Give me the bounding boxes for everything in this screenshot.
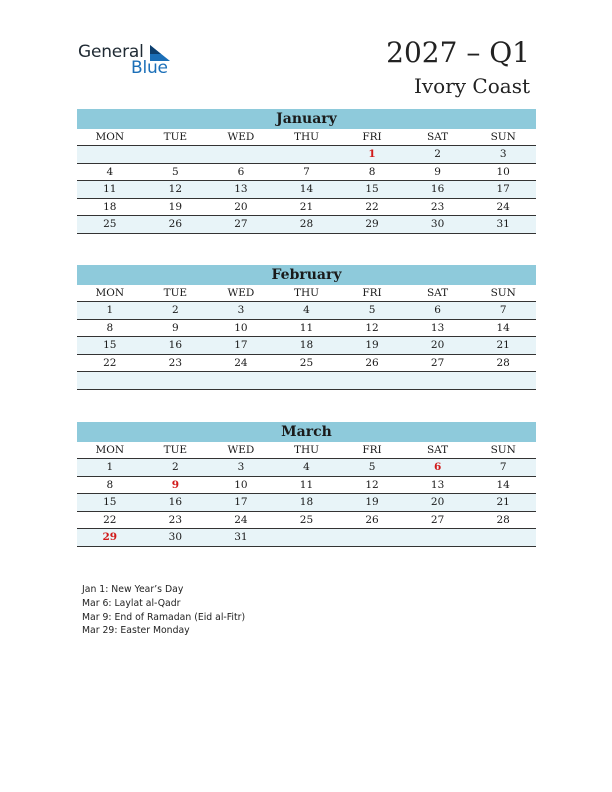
- day-cell: 3: [208, 459, 274, 477]
- day-cell: [143, 372, 209, 390]
- week-row: [77, 529, 536, 547]
- holiday-day-cell: 29: [77, 529, 143, 547]
- day-cell: 26: [339, 511, 405, 529]
- day-cell: 28: [274, 216, 340, 234]
- day-cell: 18: [274, 337, 340, 355]
- day-cell: 1: [77, 459, 143, 477]
- day-cell: 19: [339, 494, 405, 512]
- day-cell: 23: [143, 354, 209, 372]
- weekday-header: SUN: [470, 442, 536, 459]
- holiday-note: Jan 1: New Year’s Day: [82, 584, 184, 595]
- weekday-header: TUE: [143, 129, 209, 146]
- weekday-header: FRI: [339, 129, 405, 146]
- day-cell: 19: [143, 198, 209, 216]
- month-calendar-march: [77, 422, 536, 547]
- month-calendar-february: [77, 265, 536, 390]
- month-grid: [77, 285, 536, 390]
- day-cell: 2: [143, 459, 209, 477]
- day-cell: 25: [77, 216, 143, 234]
- day-cell: 17: [208, 337, 274, 355]
- weekday-header: SAT: [405, 129, 471, 146]
- weekday-header: MON: [77, 285, 143, 302]
- day-cell: 18: [274, 494, 340, 512]
- day-cell: 31: [208, 529, 274, 547]
- day-cell: 14: [470, 476, 536, 494]
- day-cell: 22: [339, 198, 405, 216]
- day-cell: 27: [405, 354, 471, 372]
- month-name: January: [77, 109, 536, 129]
- day-cell: 5: [143, 163, 209, 181]
- day-cell: [405, 529, 471, 547]
- day-cell: 31: [470, 216, 536, 234]
- week-row: [77, 163, 536, 181]
- holiday-note: Mar 9: End of Ramadan (Eid al-Fitr): [82, 611, 246, 623]
- day-cell: 28: [470, 511, 536, 529]
- weekday-header: WED: [208, 442, 274, 459]
- day-cell: [208, 372, 274, 390]
- day-cell: 19: [339, 337, 405, 355]
- week-row: [77, 319, 536, 337]
- day-cell: 10: [470, 163, 536, 181]
- generalblue-logo: [78, 42, 178, 82]
- day-cell: [470, 529, 536, 547]
- holiday-day-cell: 6: [405, 459, 471, 477]
- day-cell: 12: [143, 181, 209, 199]
- day-cell: 30: [143, 529, 209, 547]
- weekday-header: MON: [77, 442, 143, 459]
- day-cell: 11: [274, 476, 340, 494]
- day-cell: [274, 146, 340, 164]
- day-cell: 12: [339, 476, 405, 494]
- day-cell: 13: [208, 181, 274, 199]
- week-row: [77, 198, 536, 216]
- day-cell: 22: [77, 511, 143, 529]
- weekday-header: THU: [274, 285, 340, 302]
- day-cell: [143, 146, 209, 164]
- month-name: February: [77, 265, 536, 285]
- day-cell: 4: [274, 459, 340, 477]
- day-cell: 26: [143, 216, 209, 234]
- day-cell: 6: [208, 163, 274, 181]
- day-cell: [339, 372, 405, 390]
- day-cell: 23: [405, 198, 471, 216]
- week-row: [77, 511, 536, 529]
- day-cell: 4: [274, 302, 340, 320]
- day-cell: [77, 372, 143, 390]
- day-cell: 27: [405, 511, 471, 529]
- weekday-header: WED: [208, 285, 274, 302]
- day-cell: 17: [470, 181, 536, 199]
- day-cell: 20: [405, 337, 471, 355]
- weekday-header: SAT: [405, 442, 471, 459]
- day-cell: 14: [470, 319, 536, 337]
- day-cell: [274, 529, 340, 547]
- day-cell: 9: [405, 163, 471, 181]
- day-cell: 20: [208, 198, 274, 216]
- day-cell: 2: [405, 146, 471, 164]
- month-calendar-january: [77, 109, 536, 234]
- day-cell: 15: [77, 337, 143, 355]
- weekday-header: FRI: [339, 285, 405, 302]
- week-row: [77, 146, 536, 164]
- day-cell: 14: [274, 181, 340, 199]
- day-cell: 11: [274, 319, 340, 337]
- day-cell: 15: [77, 494, 143, 512]
- weekday-header: SAT: [405, 285, 471, 302]
- day-cell: [274, 372, 340, 390]
- day-cell: 17: [208, 494, 274, 512]
- day-cell: 24: [470, 198, 536, 216]
- day-cell: [405, 372, 471, 390]
- weekday-header: WED: [208, 129, 274, 146]
- weekday-header: SUN: [470, 129, 536, 146]
- day-cell: 10: [208, 319, 274, 337]
- day-cell: 6: [405, 302, 471, 320]
- day-cell: 3: [208, 302, 274, 320]
- day-cell: 26: [339, 354, 405, 372]
- day-cell: 11: [77, 181, 143, 199]
- week-row: [77, 459, 536, 477]
- day-cell: 20: [405, 494, 471, 512]
- week-row: [77, 476, 536, 494]
- day-cell: 8: [77, 476, 143, 494]
- day-cell: 7: [470, 302, 536, 320]
- logo-text-general: General: [78, 42, 144, 62]
- day-cell: 1: [77, 302, 143, 320]
- weekday-header: TUE: [143, 285, 209, 302]
- day-cell: 8: [77, 319, 143, 337]
- day-cell: 24: [208, 354, 274, 372]
- day-cell: 24: [208, 511, 274, 529]
- day-cell: 16: [143, 494, 209, 512]
- week-row: [77, 354, 536, 372]
- day-cell: 30: [405, 216, 471, 234]
- day-cell: 28: [470, 354, 536, 372]
- day-cell: 25: [274, 354, 340, 372]
- day-cell: 10: [208, 476, 274, 494]
- day-cell: 8: [339, 163, 405, 181]
- day-cell: 16: [405, 181, 471, 199]
- day-cell: 23: [143, 511, 209, 529]
- day-cell: 22: [77, 354, 143, 372]
- week-row: [77, 302, 536, 320]
- week-row: [77, 216, 536, 234]
- week-row: [77, 181, 536, 199]
- page-title: 2027 – Q1: [386, 36, 530, 69]
- day-cell: 25: [274, 511, 340, 529]
- day-cell: [77, 146, 143, 164]
- holiday-notes: [82, 583, 245, 638]
- week-row: [77, 372, 536, 390]
- day-cell: 12: [339, 319, 405, 337]
- month-grid: [77, 442, 536, 547]
- day-cell: 7: [470, 459, 536, 477]
- weekday-header: MON: [77, 129, 143, 146]
- holiday-note: Mar 29: Easter Monday: [82, 625, 190, 637]
- day-cell: 4: [77, 163, 143, 181]
- day-cell: [339, 529, 405, 547]
- day-cell: 2: [143, 302, 209, 320]
- day-cell: 13: [405, 476, 471, 494]
- day-cell: 13: [405, 319, 471, 337]
- weekday-header: THU: [274, 442, 340, 459]
- holiday-day-cell: 1: [339, 146, 405, 164]
- day-cell: 7: [274, 163, 340, 181]
- weekday-header: THU: [274, 129, 340, 146]
- week-row: [77, 494, 536, 512]
- country-name: Ivory Coast: [413, 74, 530, 98]
- day-cell: 16: [143, 337, 209, 355]
- month-grid: [77, 129, 536, 234]
- day-cell: 3: [470, 146, 536, 164]
- day-cell: 27: [208, 216, 274, 234]
- day-cell: 15: [339, 181, 405, 199]
- day-cell: 29: [339, 216, 405, 234]
- day-cell: [470, 372, 536, 390]
- day-cell: 5: [339, 302, 405, 320]
- weekday-header: FRI: [339, 442, 405, 459]
- day-cell: 21: [470, 337, 536, 355]
- day-cell: [208, 146, 274, 164]
- logo-text-blue: Blue: [131, 58, 168, 78]
- week-row: [77, 337, 536, 355]
- month-name: March: [77, 422, 536, 442]
- day-cell: 9: [143, 319, 209, 337]
- day-cell: 18: [77, 198, 143, 216]
- holiday-day-cell: 9: [143, 476, 209, 494]
- weekday-header: TUE: [143, 442, 209, 459]
- holiday-note: Mar 6: Laylat al-Qadr: [82, 597, 181, 609]
- weekday-header: SUN: [470, 285, 536, 302]
- day-cell: 21: [470, 494, 536, 512]
- day-cell: 21: [274, 198, 340, 216]
- day-cell: 5: [339, 459, 405, 477]
